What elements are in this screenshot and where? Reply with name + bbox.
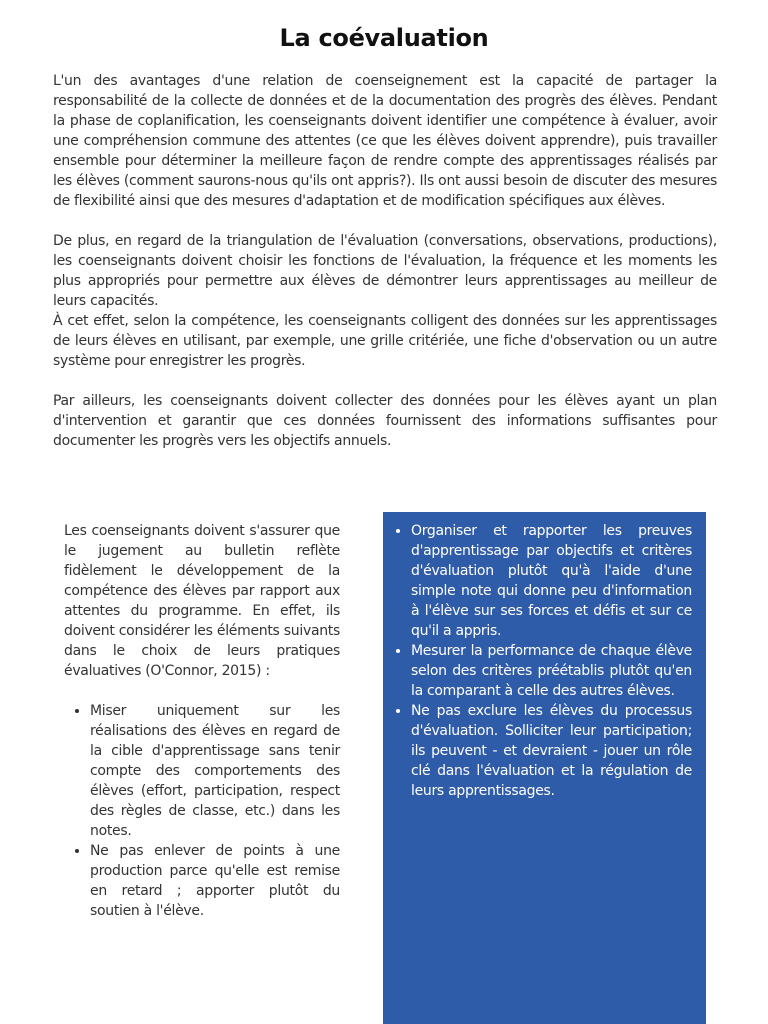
page-title: La coévaluation <box>279 24 489 52</box>
left-column <box>64 521 340 921</box>
list-item: • Miser uniquement sur les réalisations des élèves en regard de la cible d'apprentissage sans tenir compte des comportements des élèves (effort, participation, respect des règles de classe, etc.) dans les notes. <box>90 701 340 841</box>
intro-section <box>53 71 717 451</box>
list-item: • Ne pas enlever de points à une production parce qu'elle est remise en retard ; apporter plutôt du soutien à l'élève. <box>90 841 340 921</box>
blue-callout-box <box>383 512 706 1024</box>
list-item: • Mesurer la performance de chaque élève selon des critères préétablis plutôt qu'en la comparant à celle des autres élèves. <box>411 641 692 701</box>
left-bullet-list <box>64 701 340 921</box>
blue-bullet-list <box>383 512 706 801</box>
left-column-intro: Les coenseignants doivent s'assurer que le jugement au bulletin reflète fidèlement le développement de la compétence des élèves par rapport aux attentes du programme. En effet, ils doivent considérer les éléments suivants dans le choix de leurs pratiques évaluatives (O'Connor, 2015) : <box>64 523 340 679</box>
intro-paragraph-4: Par ailleurs, les coenseignants doivent collecter des données pour les élèves ayant un plan d'intervention et garantir que ces données fournissent des informations suffisantes pour documenter les progrès vers les objectifs annuels. <box>53 393 717 449</box>
intro-paragraph-3: À cet effet, selon la compétence, les coenseignants colligent des données sur les apprentissages de leurs élèves en utilisant, par exemple, une grille critériée, une fiche d'observation ou un autre système pour enregistrer les progrès. <box>53 313 717 369</box>
intro-paragraph-2: De plus, en regard de la triangulation de l'évaluation (conversations, observations, productions), les coenseignants doivent choisir les fonctions de l'évaluation, la fréquence et les moments les plus appropriés pour permettre aux élèves de démontrer leurs apprentissages au meilleur de leurs capacités. <box>53 233 717 309</box>
list-item: • Organiser et rapporter les preuves d'apprentissage par objectifs et critères d'évaluation plutôt qu'à l'aide d'une simple note qui donne peu d'information à l'élève sur ses forces et défis et sur ce qu'il a appris. <box>411 521 692 641</box>
intro-paragraph-1: L'un des avantages d'une relation de coenseignement est la capacité de partager la responsabilité de la collecte de données et de la documentation des progrès des élèves. Pendant la phase de coplanification, les coenseignants doivent identifier une compétence à évaluer, avoir une compréhension commune des attentes (ce que les élèves doivent apprendre), puis travailler ensemble pour déterminer la meilleure façon de rendre compte des apprentissages réalisés par les élèves (comment saurons-nous qu'ils ont appris?). Ils ont aussi besoin de discuter des mesures de flexibilité ainsi que des mesures d'adaptation et de modification spécifiques aux élèves. <box>53 73 717 209</box>
list-item: • Ne pas exclure les élèves du processus d'évaluation. Solliciter leur participation; ils peuvent - et devraient - jouer un rôle clé dans l'évaluation et la régulation de leurs apprentissages. <box>411 701 692 801</box>
